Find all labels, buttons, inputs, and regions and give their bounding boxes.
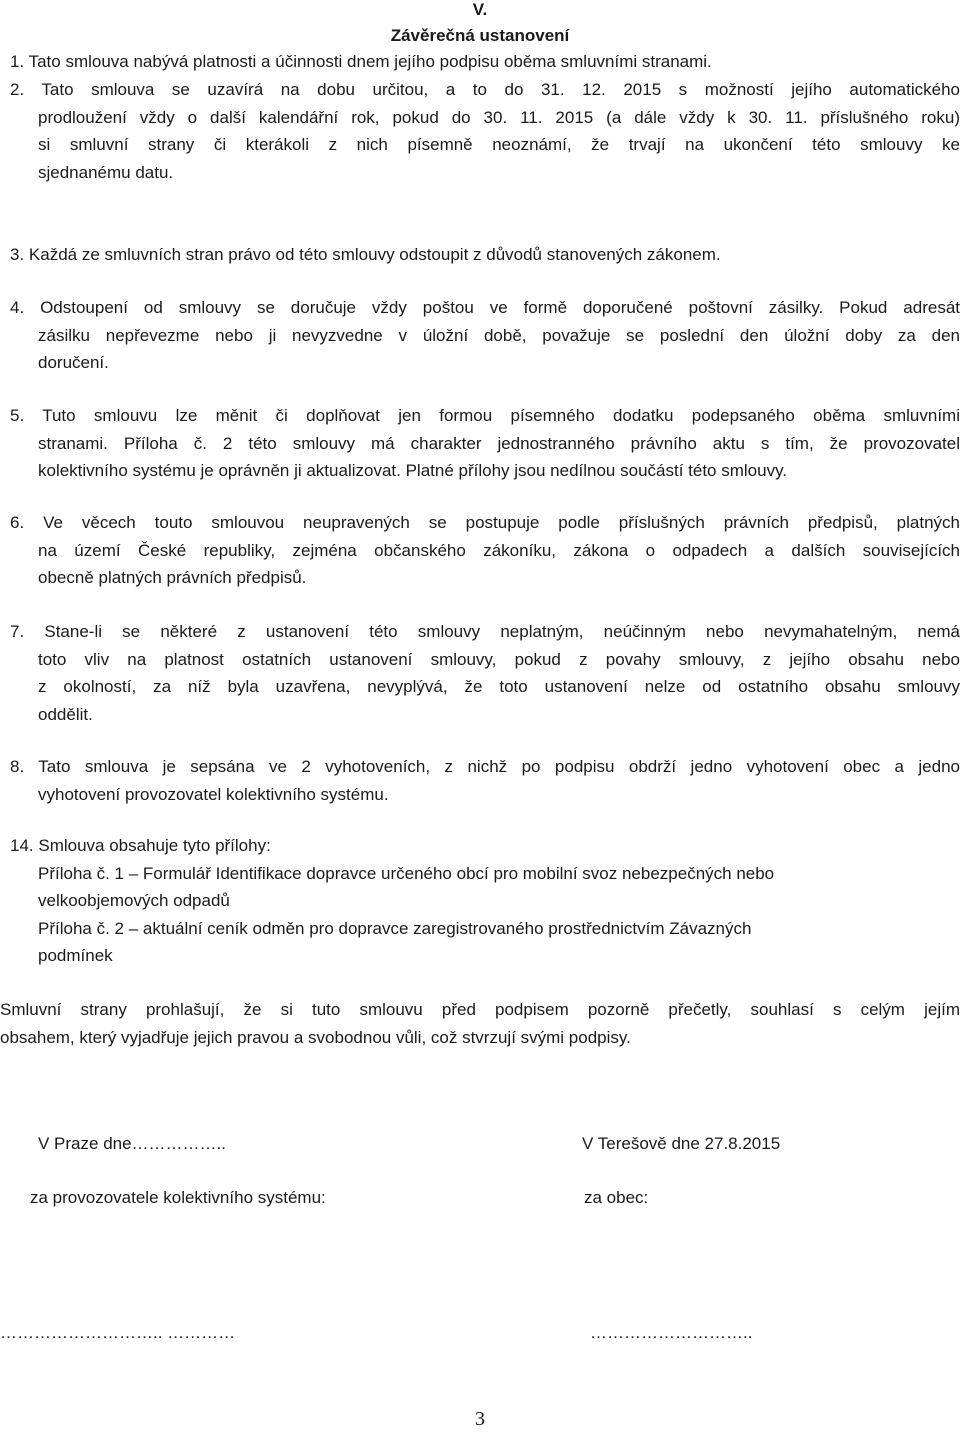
clause-7 — [0, 618, 960, 728]
clause-2 — [0, 76, 960, 186]
clause-6 — [0, 509, 960, 592]
clause-1 — [0, 48, 960, 76]
attachment-line: Příloha č. 2 – aktuální ceník odměn pro dopravce zaregistrovaného prostřednictvím Závazných — [38, 918, 752, 938]
clause-line: 1. Tato smlouva nabývá platnosti a účinnosti dnem jejího podpisu oběma smluvními stranami. — [10, 52, 712, 71]
clause-line: toto vliv na platnost ostatních ustanovení smlouvy, pokud z povahy smlouvy, z jejího obsahu nebo — [38, 649, 960, 669]
closing-line: Smluvní strany prohlašují, že si tuto smlouvu před podpisem pozorně přečetly, souhlasí s celým jejím — [0, 1000, 960, 1019]
clause-line: si smluvní strany či kterákoli z nich písemně neoznámí, že trvají na ukončení této smlouvy ke — [38, 135, 960, 154]
section-title: Závěrečná ustanovení — [390, 26, 570, 45]
clause-line: 14. Smlouva obsahuje tyto přílohy: — [10, 836, 271, 855]
attachment-line: velkoobjemových odpadů — [38, 891, 230, 910]
clause-line: 8. Tato smlouva je sepsána ve 2 vyhotoveních, z nichž po podpisu obdrží jedno vyhotovení obec a jedno — [10, 757, 960, 776]
clause-4 — [0, 294, 960, 377]
clause-line: stranami. Příloha č. 2 této smlouvy má charakter jednostranného právního aktu s tím, že provozovatel — [38, 433, 960, 453]
clause-line: 7. Stane-li se některé z ustanovení této smlouvy neplatným, neúčinným nebo nevymahatelným, nemá — [10, 622, 960, 641]
clause-line: sjednanému datu. — [38, 162, 174, 182]
signature-left-place: V Praze dne…………….. — [38, 1134, 227, 1153]
attachment-line: Příloha č. 1 – Formulář Identifikace dopravce určeného obcí pro mobilní svoz nebezpečných nebo — [38, 863, 775, 883]
clause-line: doručení. — [38, 353, 109, 372]
section-number: V. — [472, 0, 488, 19]
signature-right-party: za obec: — [584, 1188, 649, 1207]
clause-8 — [0, 753, 960, 808]
page-number: 3 — [475, 1408, 485, 1430]
signature-left-line: ……………………….. ………… — [0, 1323, 236, 1342]
clause-line: z okolností, za níž byla uzavřena, nevyplývá, že toto ustanovení nelze od ostatního obsahu smlouvy — [38, 677, 960, 696]
attachment-line: podmínek — [38, 946, 113, 965]
clause-line: 2. Tato smlouva se uzavírá na dobu určitou, a to do 31. 12. 2015 s možností jejího automatického — [10, 80, 960, 99]
signature-right-line: ……………………….. — [590, 1323, 753, 1342]
closing-statement — [0, 996, 960, 1051]
signature-right-place: V Terešově dne 27.8.2015 — [582, 1134, 781, 1153]
clause-5 — [0, 402, 960, 485]
clause-line: zásilku nepřevezme nebo ji nevyzvedne v úložní době, považuje se poslední den úložní doby za den — [38, 325, 960, 345]
clause-line: prodloužení vždy o další kalendářní rok, pokud do 30. 11. 2015 (a dále vždy k 30. 11. příslušného roku) — [38, 107, 960, 127]
clause-14 — [0, 832, 960, 970]
signature-left-party: za provozovatele kolektivního systému: — [30, 1188, 326, 1207]
clause-line: na území České republiky, zejména občanského zákoníku, zákona o odpadech a dalších souvisejících — [38, 540, 960, 560]
clause-line: 3. Každá ze smluvních stran právo od této smlouvy odstoupit z důvodů stanovených zákonem. — [10, 245, 721, 264]
clause-line: vyhotovení provozovatel kolektivního systému. — [38, 784, 389, 804]
clause-line: 4. Odstoupení od smlouvy se doručuje vždy poštou ve formě doporučené poštovní zásilky. Pokud adresát — [10, 298, 960, 317]
clause-line: obecně platných právních předpisů. — [38, 568, 307, 587]
clause-line: 6. Ve věcech touto smlouvou neupravených se postupuje podle příslušných právních předpisů, platných — [10, 513, 960, 532]
clause-line: 5. Tuto smlouvu lze měnit či doplňovat jen formou písemného dodatku podepsaného oběma smluvními — [10, 406, 960, 425]
clause-line: kolektivního systému je oprávněn ji aktualizovat. Platné přílohy jsou nedílnou součástí této smlouvy. — [38, 461, 788, 480]
clause-line: oddělit. — [38, 704, 93, 724]
closing-line: obsahem, který vyjadřuje jejich pravou a svobodnou vůli, což stvrzují svými podpisy. — [0, 1027, 631, 1047]
clause-3 — [0, 241, 960, 269]
